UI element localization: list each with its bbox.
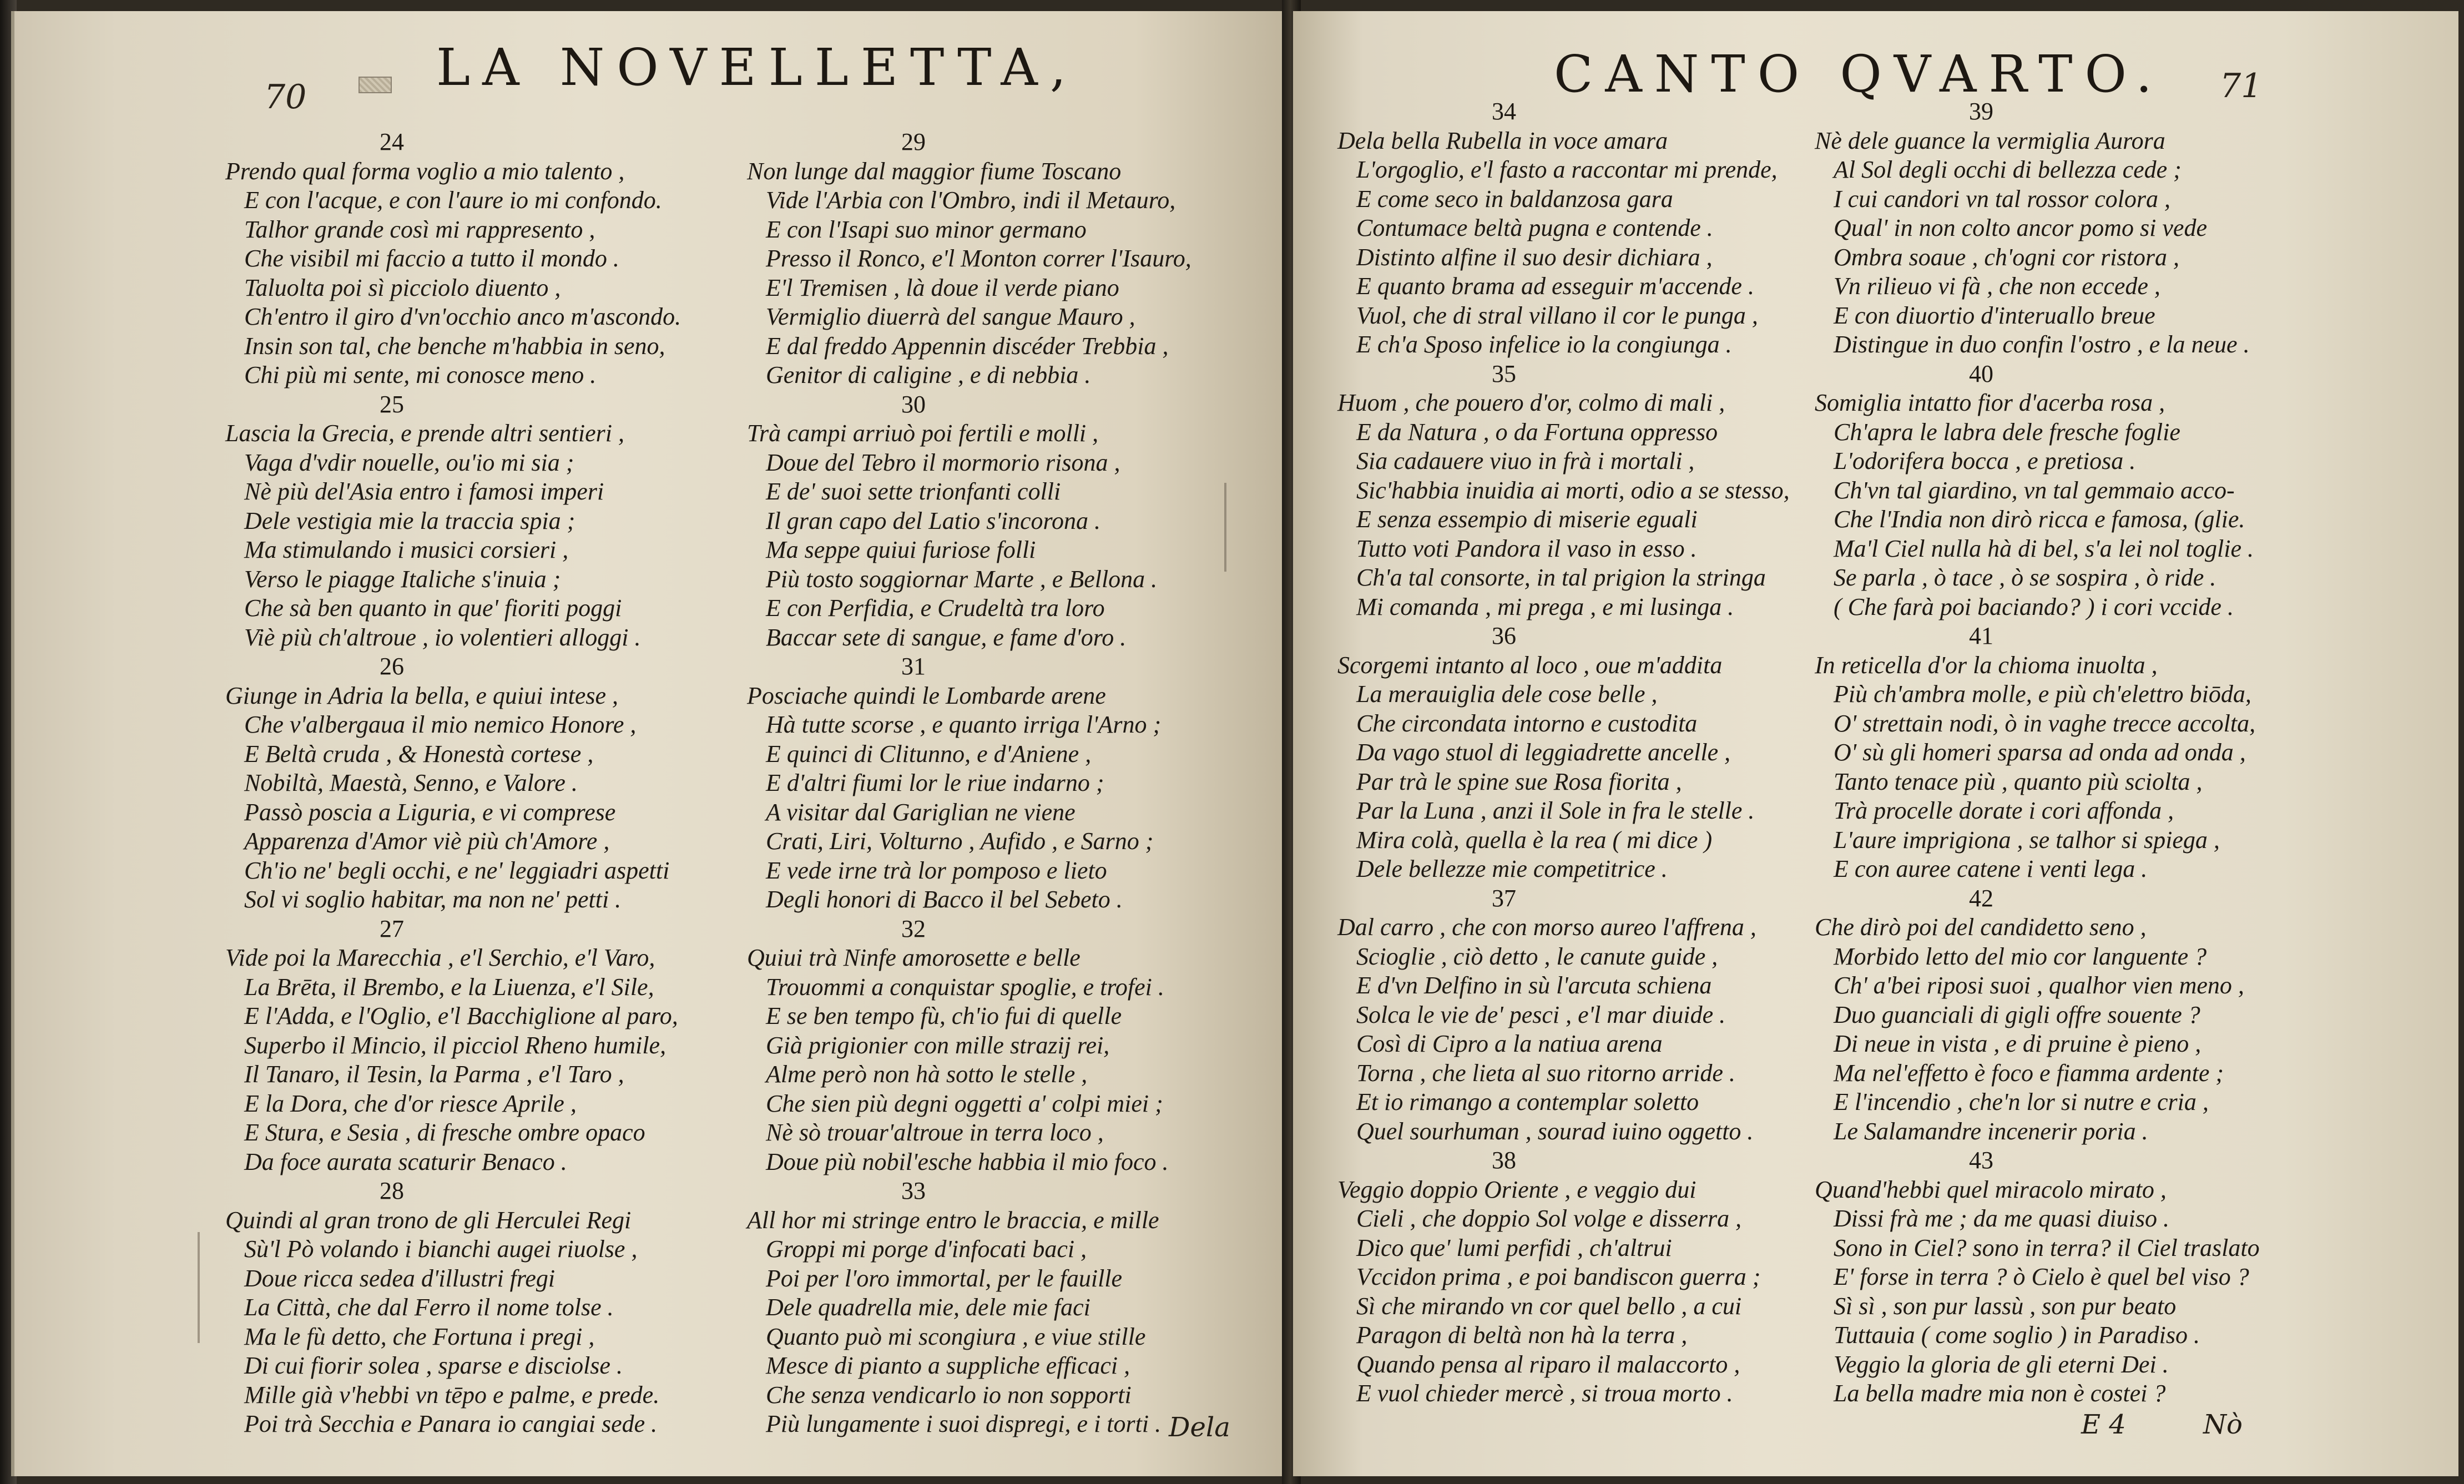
verse-line: Alme però non hà sotto le stelle , [766, 1061, 1088, 1088]
verse-line: Trà campi arriuò poi fertili e molli , [747, 420, 1099, 447]
stanza [747, 1177, 1191, 1439]
margin-pen-mark [198, 1232, 200, 1343]
verse-line: Dal carro , che con morso aureo l'affrena , [1337, 913, 1756, 941]
verse-line: Ma nel'effetto è foco e fiamma ardente ; [1834, 1059, 2224, 1087]
stanza-number: 27 [380, 915, 404, 942]
verse-line: Presso il Ronco, e'l Monton correr l'Isauro, [766, 245, 1191, 272]
verse-line: Il Tanaro, il Tesin, la Parma , e'l Taro , [244, 1061, 624, 1088]
verse-line: Vn rilieuo vi fà , che non eccede , [1834, 272, 2160, 300]
left-catchword: Dela [1169, 1412, 1230, 1443]
verse-line: E con l'Isapi suo minor germano [766, 215, 1087, 243]
verse-line: E senza essempio di miserie eguali [1356, 506, 1698, 533]
verse-line: Vccidon prima , e poi bandiscon guerra ; [1356, 1263, 1761, 1290]
verse-line: Distinto alfine il suo desir dichiara , [1356, 243, 1713, 271]
verse-line: Viè più ch'altroue , io volentieri alloggi . [244, 623, 641, 651]
verse-line: E vede irne trà lor pomposo e lieto [766, 856, 1107, 884]
verse-line: Dissi frà me ; da me quasi diuiso . [1834, 1205, 2169, 1232]
verse-line: E se ben tempo fù, ch'io fui di quelle [766, 1002, 1122, 1029]
right-running-header: CANTO QVARTO. [1554, 44, 2164, 104]
verse-line: E vuol chieder mercè , si troua morto . [1356, 1380, 1733, 1407]
verse-line: Crati, Liri, Volturno , Aufido , e Sarno ; [766, 827, 1154, 855]
verse-line: Quiui trà Ninfe amorosette e belle [747, 944, 1080, 971]
verse-line: Doue più nobil'esche habbia il mio foco . [766, 1148, 1169, 1175]
verse-line: Prendo qual forma voglio a mio talento , [225, 157, 625, 185]
verse-line: L'odorifera bocca , e pretiosa . [1834, 447, 2136, 475]
verse-line: Mille già v'hebbi vn tēpo e palme, e prede. [244, 1381, 660, 1409]
stanza-number: 33 [901, 1177, 926, 1204]
verse-line: Mi comanda , mi prega , e mi lusinga . [1356, 593, 1734, 620]
verse-line: Quando pensa al riparo il malaccorto , [1356, 1350, 1740, 1378]
verse-line: Sol vi soglio habitar, ma non ne' petti . [244, 886, 622, 913]
stanza [1815, 884, 2260, 1147]
stanza-number: 26 [380, 653, 404, 680]
verse-line: Ma seppe quiui furiose folli [766, 536, 1036, 563]
verse-line: E da Natura , o da Fortuna oppresso [1356, 418, 1718, 446]
verse-line: Genitor di caligine , e di nebbia . [766, 361, 1091, 388]
verse-line: Ch'vn tal giardino, vn tal gemmaio acco- [1834, 476, 2235, 504]
verse-line: Scorgemi intanto al loco , oue m'addita [1337, 651, 1723, 679]
verse-line: Lascia la Grecia, e prende altri sentieri , [225, 420, 624, 447]
verse-line: Se parla , ò tace , ò se sospira , ò ride . [1834, 564, 2216, 591]
verse-line: Le Salamandre incenerir poria . [1834, 1117, 2148, 1145]
stanza [747, 128, 1191, 390]
stanza [1815, 1146, 2260, 1409]
verse-line: Nobiltà, Maestà, Senno, e Valore . [244, 769, 578, 796]
ink-stamp-icon [359, 77, 392, 93]
verse-line: Vermiglio diuerrà del sangue Mauro , [766, 303, 1135, 330]
verse-line: Ma le fù detto, che Fortuna i pregi , [244, 1323, 595, 1350]
verse-line: Non lunge dal maggior fiume Toscano [747, 157, 1122, 185]
verse-line: L'orgoglio, e'l fasto a raccontar mi prende, [1356, 156, 1778, 183]
verse-line: Sic'habbia inuidia ai morti, odio a se stesso, [1356, 476, 1790, 504]
verse-line: E'l Tremisen , là doue il verde piano [766, 274, 1119, 301]
stanza-number: 35 [1492, 360, 1516, 387]
verse-line: Da vago stuol di leggiadrette ancelle , [1356, 739, 1731, 766]
left-page [11, 11, 1287, 1476]
verse-line: La merauiglia dele cose belle , [1356, 680, 1658, 708]
left-folio: 70 [264, 78, 307, 117]
stanza-number: 30 [901, 390, 926, 418]
verse-line: Tutto voti Pandora il vaso in esso . [1356, 534, 1697, 562]
verse-line: Quand'hebbi quel miracolo mirato , [1815, 1175, 2167, 1203]
stanza-number: 25 [380, 390, 404, 418]
stanza-number: 41 [1969, 622, 1993, 649]
verse-line: Sia cadauere viuo in frà i mortali , [1356, 447, 1695, 475]
verse-line: All hor mi stringe entro le braccia, e mille [747, 1206, 1159, 1234]
verse-line: Nè dele guance la vermiglia Aurora [1815, 127, 2165, 154]
verse-line: I cui candori vn tal rossor colora , [1834, 185, 2170, 213]
verse-line: Da foce aurata scaturir Benaco . [244, 1148, 567, 1175]
verse-line: Contumace beltà pugna e contende . [1356, 214, 1713, 241]
verse-line: Di neue in vista , e di pruine è pieno , [1834, 1030, 2202, 1057]
stanza-number: 32 [901, 915, 926, 942]
stanza [1337, 622, 1790, 884]
verse-line: Vaga d'vdir nouelle, ou'io mi sia ; [244, 448, 574, 476]
stanza [1815, 360, 2260, 622]
verse-line: Dele bellezze mie competitrice . [1356, 855, 1668, 882]
verse-line: Ch' a'bei riposi suoi , qualhor vien meno , [1834, 972, 2244, 999]
verse-line: Ma stimulando i musici corsieri , [244, 536, 569, 563]
verse-line: Dela bella Rubella in voce amara [1337, 127, 1668, 154]
verse-line: E l'incendio , che'n lor si nutre e cria , [1834, 1088, 2209, 1115]
verse-line: Par la Luna , anzi il Sole in fra le stelle . [1356, 797, 1755, 824]
verse-line: Degli honori di Bacco il bel Sebeto . [766, 886, 1123, 913]
verse-line: Tuttauia ( come soglio ) in Paradiso . [1834, 1321, 2200, 1349]
stanza [1337, 1146, 1790, 1409]
verse-line: Sì che mirando vn cor quel bello , a cui [1356, 1292, 1742, 1320]
verse-line: Più tosto soggiornar Marte , e Bellona . [766, 565, 1158, 593]
stanza-number: 34 [1492, 98, 1516, 125]
verse-line: Sù'l Pò volando i bianchi augei riuolse , [244, 1235, 638, 1263]
stanza [225, 915, 681, 1177]
verse-line: E quinci di Clitunno, e d'Aniene , [766, 740, 1092, 768]
verse-line: Vuol, che di stral villano il cor le punga , [1356, 301, 1758, 329]
verse-line: Torna , che lieta al suo ritorno arride . [1356, 1059, 1735, 1087]
verse-line: Poi per l'oro immortal, per le fauille [766, 1264, 1123, 1292]
stanza-number: 36 [1492, 622, 1516, 649]
right-catchword: Nò [2203, 1409, 2243, 1440]
verse-line: Superbo il Mincio, il picciol Rheno humile, [244, 1031, 667, 1059]
left-column-1 [225, 128, 681, 1439]
stanza-number: 31 [901, 653, 926, 680]
verse-line: Dele vestigia mie la traccia spia ; [244, 507, 575, 534]
verse-line: Par trà le spine sue Rosa fiorita , [1356, 768, 1682, 795]
verse-line: E ch'a Sposo infelice io la congiunga . [1356, 331, 1732, 358]
verse-line: Ch'entro il giro d'vn'occhio anco m'ascondo. [244, 303, 681, 330]
verse-line: Somiglia intatto fior d'acerba rosa , [1815, 389, 2165, 416]
verse-line: Più lungamente i suoi dispregi, e i torti . [766, 1410, 1162, 1437]
stanza-number: 38 [1492, 1147, 1516, 1174]
verse-line: Nè sò trouar'altroue in terra loco , [766, 1119, 1104, 1146]
verse-line: Duo guanciali di gigli offre souente ? [1834, 1001, 2200, 1028]
verse-line: E con l'acque, e con l'aure io mi confondo. [244, 186, 662, 214]
verse-line: Che circondata intorno e custodita [1356, 709, 1698, 737]
verse-line: Posciache quindi le Lombarde arene [747, 682, 1106, 709]
verse-line: Tanto tenace più , quanto più sciolta , [1834, 768, 2203, 795]
verse-line: Già prigionier con mille strazij rei, [766, 1031, 1110, 1059]
stanza [747, 652, 1191, 915]
verse-line: Mesce di pianto a suppliche efficaci , [766, 1352, 1130, 1379]
verse-line: Che visibil mi faccio a tutto il mondo . [244, 245, 619, 272]
stanza [1815, 97, 2260, 360]
verse-line: Vide poi la Marecchia , e'l Serchio, e'l Varo, [225, 944, 655, 971]
verse-line: O' strettain nodi, ò in vaghe trecce accolta, [1834, 709, 2256, 737]
verse-line: L'aure imprigiona , se talhor si spiega , [1834, 826, 2220, 854]
verse-line: E de' suoi sette trionfanti colli [766, 478, 1061, 505]
verse-line: Baccar sete di sangue, e fame d'oro . [766, 623, 1127, 651]
stanza [225, 390, 681, 653]
verse-line: Dele quadrella mie, dele mie faci [766, 1294, 1090, 1321]
verse-line: La bella madre mia non è costei ? [1834, 1380, 2166, 1407]
verse-line: Chi più mi sente, mi conosce meno . [244, 361, 597, 388]
verse-line: E quanto brama ad esseguir m'accende . [1356, 272, 1754, 300]
verse-line: Sì sì , son pur lassù , son pur beato [1834, 1292, 2177, 1320]
verse-line: E come seco in baldanzosa gara [1356, 185, 1673, 213]
verse-line: E d'vn Delfino in sù l'arcuta schiena [1356, 972, 1712, 999]
verse-line: Nè più del'Asia entro i famosi imperi [244, 478, 604, 505]
left-running-header: LA NOVELLETTA, [436, 38, 1079, 97]
verse-line: Veggio doppio Oriente , e veggio dui [1337, 1175, 1696, 1203]
stanza [225, 1177, 681, 1439]
verse-line: Dico que' lumi perfidi , ch'altrui [1356, 1234, 1672, 1261]
verse-line: E Beltà cruda , & Honestà cortese , [244, 740, 594, 768]
right-page [1293, 11, 2458, 1476]
verse-line: Il gran capo del Latio s'incorona . [766, 507, 1100, 534]
left-column-2 [747, 128, 1191, 1439]
verse-line: Veggio la gloria de gli eterni Dei . [1834, 1350, 2169, 1378]
verse-line: Taluolta poi sì picciolo diuento , [244, 274, 561, 301]
verse-line: Così di Cipro a la natiua arena [1356, 1030, 1663, 1057]
stanza [1337, 97, 1790, 360]
stanza [1337, 884, 1790, 1147]
verse-line: Insin son tal, che benche m'habbia in seno, [244, 332, 665, 360]
signature-mark: E 4 [2081, 1409, 2126, 1440]
verse-line: Di cui fiorir solea , sparse e disciolse . [244, 1352, 623, 1379]
verse-line: Vide l'Arbia con l'Ombro, indi il Metauro, [766, 186, 1176, 214]
stanza [1815, 622, 2260, 884]
verse-line: Solca le vie de' pesci , e'l mar diuide . [1356, 1001, 1726, 1028]
verse-line: Che l'India non dirò ricca e famosa, (glie. [1834, 506, 2245, 533]
stanza-number: 29 [901, 128, 926, 155]
verse-line: Mira colà, quella è la rea ( mi dice ) [1356, 826, 1713, 854]
verse-line: Scioglie , ciò detto , le canute guide , [1356, 942, 1718, 970]
verse-line: E la Dora, che d'or riesce Aprile , [244, 1089, 577, 1117]
verse-line: Morbido letto del mio cor languente ? [1834, 942, 2207, 970]
verse-line: Al Sol degli occhi di bellezza cede ; [1834, 156, 2182, 183]
stanza [747, 390, 1191, 653]
verse-line: E con auree catene i venti lega . [1834, 855, 2148, 882]
stanza-number: 40 [1969, 360, 1993, 387]
verse-line: E d'altri fiumi lor le riue indarno ; [766, 769, 1104, 796]
verse-line: Verso le piagge Italiche s'inuia ; [244, 565, 561, 593]
right-folio: 71 [2220, 67, 2263, 105]
verse-line: Quanto può mi scongiura , e viue stille [766, 1323, 1146, 1350]
verse-line: Quindi al gran trono de gli Herculei Regi [225, 1206, 632, 1234]
verse-line: Trà procelle dorate i cori affonda , [1834, 797, 2174, 824]
right-column-2 [1815, 97, 2260, 1409]
verse-line: Hà tutte scorse , e quanto irriga l'Arno ; [766, 711, 1162, 738]
margin-pen-mark [1224, 483, 1226, 572]
verse-line: E dal freddo Appennin discéder Trebbia , [766, 332, 1169, 360]
stanza [747, 915, 1191, 1177]
verse-line: Ch'apra le labra dele fresche foglie [1834, 418, 2180, 446]
verse-line: Che sà ben quanto in que' fioriti poggi [244, 594, 622, 622]
verse-line: Che dirò poi del candidetto seno , [1815, 913, 2147, 941]
verse-line: ( Che farà poi baciando? ) i cori vccide . [1834, 593, 2234, 620]
verse-line: Ch'a tal consorte, in tal prigion la stringa [1356, 564, 1766, 591]
verse-line: Doue del Tebro il mormorio risona , [766, 448, 1120, 476]
verse-line: E con Perfidia, e Crudeltà tra loro [766, 594, 1105, 622]
verse-line: O' sù gli homeri sparsa ad onda ad onda , [1834, 739, 2246, 766]
stanza [225, 652, 681, 915]
stanza-number: 24 [380, 128, 404, 155]
verse-line: Huom , che pouero d'or, colmo di mali , [1337, 389, 1725, 416]
verse-line: Ma'l Ciel nulla hà di bel, s'a lei nol toglie . [1834, 534, 2254, 562]
verse-line: E l'Adda, e l'Oglio, e'l Bacchiglione al paro, [244, 1002, 678, 1029]
verse-line: In reticella d'or la chioma inuolta , [1815, 651, 2158, 679]
verse-line: Talhor grande così mi rappresento , [244, 215, 595, 243]
verse-line: E Stura, e Sesia , di fresche ombre opaco [244, 1119, 645, 1146]
verse-line: Che v'albergaua il mio nemico Honore , [244, 711, 637, 738]
verse-line: E' forse in terra ? ò Cielo è quel bel viso ? [1834, 1263, 2249, 1290]
verse-line: Et io rimango a contemplar soletto [1356, 1088, 1699, 1115]
verse-line: Che senza vendicarlo io non sopporti [766, 1381, 1132, 1409]
stanza-number: 43 [1969, 1147, 1993, 1174]
verse-line: A visitar dal Gariglian ne viene [766, 798, 1076, 826]
stanza [1337, 360, 1790, 622]
verse-line: Ch'io ne' begli occhi, e ne' leggiadri aspetti [244, 856, 670, 884]
verse-line: Trouommi a conquistar spoglie, e trofei . [766, 973, 1164, 1001]
stanza-number: 28 [380, 1177, 404, 1204]
right-column-1 [1337, 97, 1790, 1409]
stanza-number: 42 [1969, 884, 1993, 912]
verse-line: Quel sourhuman , sourad iuino oggetto . [1356, 1117, 1754, 1145]
verse-line: Sono in Ciel? sono in terra? il Ciel traslato [1834, 1234, 2260, 1261]
verse-line: Più ch'ambra molle, e più ch'elettro biōda, [1834, 680, 2251, 708]
verse-line: Apparenza d'Amor viè più ch'Amore , [244, 827, 610, 855]
verse-line: Giunge in Adria la bella, e quiui intese , [225, 682, 618, 709]
verse-line: Poi trà Secchia e Panara io cangiai sede . [244, 1410, 658, 1437]
verse-line: Che sien più degni oggetti a' colpi miei ; [766, 1089, 1163, 1117]
verse-line: La Città, che dal Ferro il nome tolse . [244, 1294, 614, 1321]
stanza [225, 128, 681, 390]
verse-line: Distingue in duo confin l'ostro , e la neue . [1834, 331, 2250, 358]
verse-line: Passò poscia a Liguria, e vi comprese [244, 798, 616, 826]
verse-line: Doue ricca sedea d'illustri fregi [244, 1264, 556, 1292]
stanza-number: 39 [1969, 98, 1993, 125]
verse-line: E con diuortio d'interuallo breue [1834, 301, 2155, 329]
verse-line: Qual' in non colto ancor pomo si vede [1834, 214, 2207, 241]
verse-line: La Brēta, il Brembo, e la Liuenza, e'l Sile, [244, 973, 654, 1001]
verse-line: Groppi mi porge d'infocati baci , [766, 1235, 1087, 1263]
verse-line: Paragon di beltà non hà la terra , [1356, 1321, 1688, 1349]
verse-line: Ombra soaue , ch'ogni cor ristora , [1834, 243, 2179, 271]
verse-line: Cieli , che doppio Sol volge e disserra , [1356, 1205, 1742, 1232]
stanza-number: 37 [1492, 884, 1516, 912]
